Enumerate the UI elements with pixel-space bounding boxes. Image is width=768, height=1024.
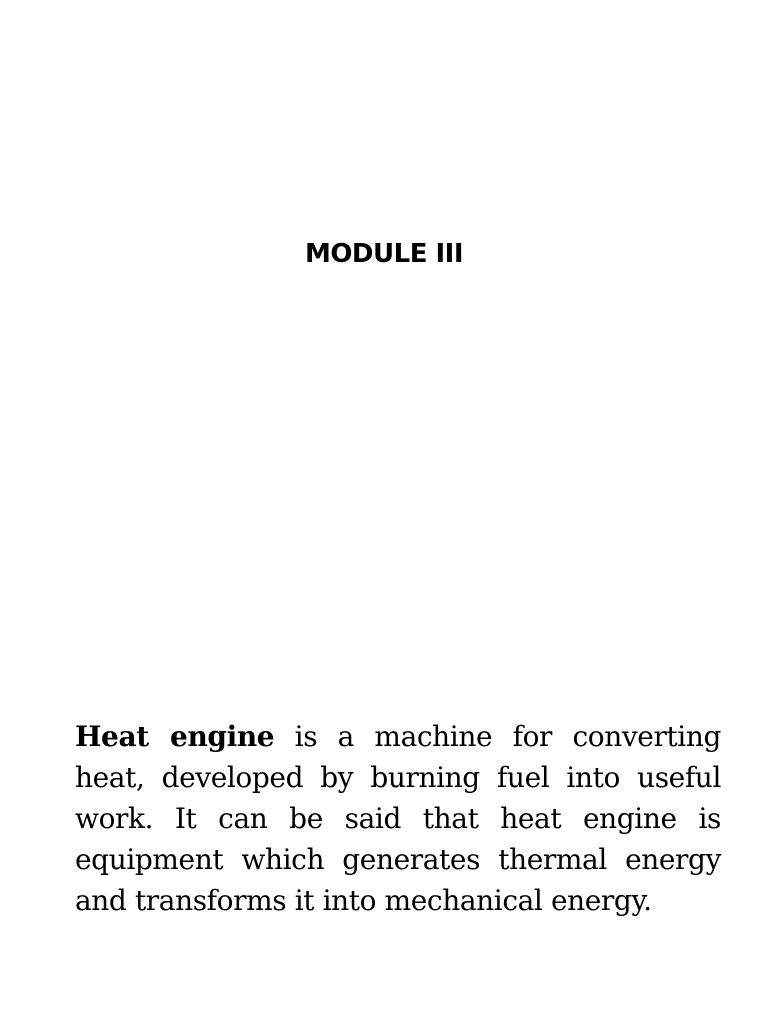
defined-term: Heat engine <box>75 720 275 753</box>
definition-text: is a machine for converting heat, developed by burning fuel into useful work. It can be said that heat engine is equipment which generates thermal energy and transforms it into mechanical energy. <box>75 720 721 917</box>
definition-paragraph <box>75 716 721 921</box>
module-heading: MODULE III <box>304 239 464 269</box>
